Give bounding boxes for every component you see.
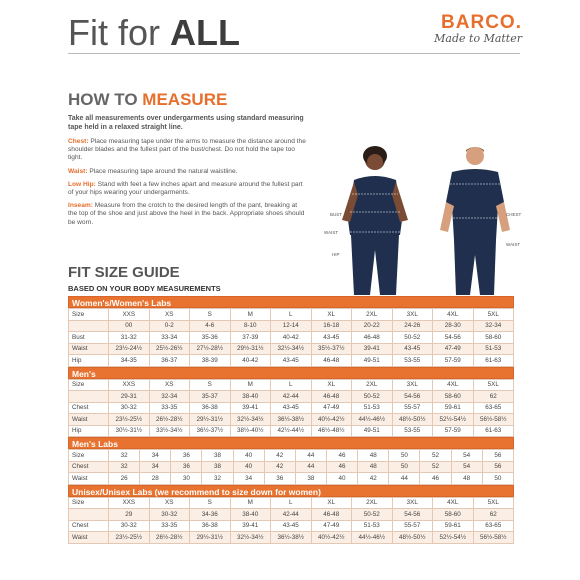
chest-label: CHEST [506,212,522,217]
table-cell: 38 [295,473,326,485]
section-heading: Unisex/Unisex Labs (we recommend to size down for women) [68,485,514,497]
row-label: Waist [69,414,109,426]
table-cell: 28 [140,473,171,485]
table-cell: 2XL [352,497,393,509]
table-cell: 38 [202,461,233,473]
table-cell: 23½-24½ [109,343,150,355]
table-cell: 58-60 [433,509,474,521]
measure-item-inseam: Inseam: Measure from the crotch to the desired length of the pant, breaking at the top of the shoe and just above the heel in the back. Appropriate shoes should be worn. [68,202,305,226]
table-cell: 37-39 [230,332,271,344]
table-cell: XS [149,379,190,391]
brand-logo [434,12,522,45]
table-cell: 36½-37½ [190,425,231,437]
table-cell: 50-52 [352,391,393,403]
table-cell: 29-31 [109,391,150,403]
female-model-figure [342,146,408,295]
size-guide-title: FIT SIZE GUIDE [68,264,180,281]
table-cell: S [190,309,231,321]
table-cell: 44½-46½ [352,414,393,426]
table-row [69,320,514,332]
table-cell: 40 [233,450,264,462]
table-cell: XXS [109,379,150,391]
table-cell: 58-60 [433,391,474,403]
table-cell: 63-65 [473,520,514,532]
row-label: Size [69,450,109,462]
waist-left-label: WAIST [324,230,339,235]
table-cell: 5XL [473,309,514,321]
row-label: Size [69,309,109,321]
row-label: Hip [69,425,109,437]
table-cell: 39-41 [352,343,393,355]
table-row [69,391,514,403]
table-cell: 48½-50½ [392,414,433,426]
table-cell: 4XL [433,497,474,509]
table-cell: 55-57 [392,520,433,532]
row-label: Bust [69,332,109,344]
row-label: Chest [69,402,109,414]
table-cell: 54-56 [433,332,474,344]
table-row [69,332,514,344]
table-cell: 30½-31½ [109,425,150,437]
table-cell: 32½-34½ [230,414,271,426]
table-cell: 52½-54½ [433,532,474,544]
table-cell: 36-38 [190,520,231,532]
table-cell: 56½-58½ [473,532,514,544]
table-cell: 26½-28½ [149,532,190,544]
table-cell: 3XL [392,497,433,509]
measure-title-plain: HOW TO [68,90,143,109]
table-cell: 23½-25½ [109,532,150,544]
size-guide-subtitle: BASED ON YOUR BODY MEASUREMENTS [68,284,221,293]
table-cell: 38-39 [190,355,231,367]
table-cell: 16-18 [311,320,352,332]
row-label: Waist [69,532,109,544]
table-cell: 36-38 [190,402,231,414]
table-cell: 62 [473,509,514,521]
table-cell: 29 [109,509,150,521]
table-cell: 44 [295,450,326,462]
table-cell: 5XL [473,379,514,391]
table-cell: XXS [109,497,150,509]
table-cell: 38-40 [230,391,271,403]
table-cell: 24-26 [392,320,433,332]
table-cell: L [271,309,312,321]
table-cell: 48½-50½ [392,532,433,544]
hip-label: HIP [332,252,340,257]
table-cell: 54 [451,461,482,473]
table-cell: 38 [202,450,233,462]
table-cell: 12-14 [271,320,312,332]
measure-instructions [68,138,308,232]
table-cell: M [230,379,271,391]
table-cell: 54-56 [392,391,433,403]
table-cell: 46-48 [311,391,352,403]
table-cell: 32½-34½ [271,343,312,355]
measure-item-low-hip: Low Hip: Stand with feet a few inches apart and measure around the fullest part of your hips wearing your undergarments. [68,180,303,197]
title-light-text: Fit for [68,12,171,53]
table-cell: 46-48 [311,509,352,521]
waist-right-label: WAIST [506,242,521,247]
table-cell: XL [311,309,352,321]
measure-item-waist: Waist: Place measuring tape around the natural waistline. [68,167,238,175]
table-cell: 56 [482,450,513,462]
row-label: Waist [69,473,109,485]
table-cell: 28-30 [433,320,474,332]
page-title [68,12,240,54]
table-cell: S [190,497,231,509]
table-cell: 32-34 [149,391,190,403]
table-cell: M [230,497,271,509]
table-cell: 3XL [392,379,433,391]
table-row [69,497,514,509]
size-table [68,449,514,485]
table-row [69,343,514,355]
table-cell: 51-53 [352,402,393,414]
section-heading: Women's/Women's Labs [68,296,514,308]
table-cell: 50-52 [392,332,433,344]
table-cell: 43-45 [271,520,312,532]
table-cell: 39-41 [230,520,271,532]
table-cell: XS [149,497,190,509]
table-cell: 27½-28½ [190,343,231,355]
table-cell: 43-45 [271,355,312,367]
table-cell: 63-65 [473,402,514,414]
table-cell: 49-51 [352,355,393,367]
table-cell: 33-35 [149,402,190,414]
table-cell: 25½-26½ [149,343,190,355]
table-cell: S [190,379,231,391]
table-row [69,461,514,473]
table-cell: 30-32 [109,402,150,414]
table-cell: 47-49 [311,402,352,414]
size-table [68,379,514,438]
table-cell: 33½-34½ [149,425,190,437]
table-cell: 36½-38½ [271,532,312,544]
table-cell: 61-63 [473,355,514,367]
table-cell: 52 [420,450,451,462]
table-cell: 34 [233,473,264,485]
table-cell: 29½-31½ [230,343,271,355]
table-cell: 46½-48½ [311,425,352,437]
table-cell: L [271,379,312,391]
table-cell: 43-45 [311,332,352,344]
table-row [69,532,514,544]
table-cell: 42 [358,473,389,485]
table-cell: 35½-37½ [311,343,352,355]
table-cell: 5XL [473,497,514,509]
table-cell: 46 [420,473,451,485]
table-cell: 62 [473,391,514,403]
table-cell: 0-2 [149,320,190,332]
table-cell: 61-63 [473,425,514,437]
table-cell: M [230,309,271,321]
table-cell: 35-36 [190,332,231,344]
table-cell: 2XL [352,379,393,391]
table-cell: XL [311,379,352,391]
row-label: Chest [69,461,109,473]
table-cell: 2XL [352,309,393,321]
table-cell: 51-53 [352,520,393,532]
table-cell: 44 [389,473,420,485]
table-cell: 40-42 [271,332,312,344]
table-cell: 34 [140,461,171,473]
how-to-measure-heading [68,90,227,110]
title-bold-text: ALL [170,12,240,53]
table-cell: 56½-58½ [473,414,514,426]
table-cell: 50-52 [352,509,393,521]
table-cell: 57-59 [433,425,474,437]
table-cell: 43-45 [271,402,312,414]
row-label [69,391,109,403]
table-row [69,509,514,521]
measure-title-accent: MEASURE [142,90,228,109]
table-cell: 42-44 [271,391,312,403]
table-cell: 47-49 [311,520,352,532]
table-cell: 40½-42½ [311,532,352,544]
table-row [69,379,514,391]
table-cell: 34-35 [109,355,150,367]
table-cell: 26½-28½ [149,414,190,426]
table-cell: 42½-44½ [271,425,312,437]
table-cell: 8-10 [230,320,271,332]
table-cell: 48 [358,461,389,473]
table-cell: XS [149,309,190,321]
page-header [0,0,580,60]
table-cell: 40 [233,461,264,473]
table-cell: 59-61 [433,402,474,414]
table-cell: 40½-42½ [311,414,352,426]
row-label: Size [69,497,109,509]
table-cell: 39-41 [230,402,271,414]
table-cell: 50 [389,461,420,473]
models-illustration [320,140,530,295]
table-cell: 56 [482,461,513,473]
table-cell: 50 [482,473,513,485]
table-cell: 46-48 [311,355,352,367]
row-label: Size [69,379,109,391]
table-cell: 4-6 [190,320,231,332]
row-label: Hip [69,355,109,367]
table-row [69,473,514,485]
table-cell: 55-57 [392,402,433,414]
table-cell: 46 [326,461,357,473]
size-table [68,497,514,544]
table-cell: 32 [109,461,140,473]
table-cell: 52½-54½ [433,414,474,426]
table-cell: 30 [171,473,202,485]
table-cell: 38½-40½ [230,425,271,437]
row-label [69,509,109,521]
table-cell: 52 [420,461,451,473]
size-chart [68,296,514,544]
row-label: Waist [69,343,109,355]
table-cell: 50 [389,450,420,462]
table-cell: 44 [295,461,326,473]
table-cell: L [271,497,312,509]
table-cell: 34-36 [190,509,231,521]
section-heading: Men's [68,367,514,379]
table-cell: XL [311,497,352,509]
section-heading: Men's Labs [68,437,514,449]
table-row [69,309,514,321]
table-cell: 33-35 [149,520,190,532]
table-cell: 30-32 [149,509,190,521]
male-model-figure [440,147,510,295]
row-label: Chest [69,520,109,532]
table-cell: 43-45 [392,343,433,355]
measure-item-chest: Chest: Place measuring tape under the arms to measure the distance around the shoulder blades and the fullest part of the bust/chest. Do not hold the tape too tight. [68,138,306,162]
models-figure [320,140,530,295]
table-cell: 53-55 [392,355,433,367]
table-cell: 20-22 [352,320,393,332]
table-cell: 57-59 [433,355,474,367]
table-cell: 36 [264,473,295,485]
measure-intro: Take all measurements over undergarments using standard measuring tape held in a relaxed straight line. [68,115,304,131]
table-cell: 49-51 [352,425,393,437]
table-cell: 53-55 [392,425,433,437]
brand-tagline: Made to Matter [434,32,522,45]
table-cell: 44½-46½ [352,532,393,544]
table-cell: 42 [264,461,295,473]
table-cell: 32 [109,450,140,462]
table-cell: 4XL [433,309,474,321]
table-cell: 36 [171,450,202,462]
table-cell: 48 [451,473,482,485]
table-cell: 38-40 [230,509,271,521]
table-cell: 29½-31½ [190,532,231,544]
row-label [69,320,109,332]
table-cell: 3XL [392,309,433,321]
table-cell: 40-42 [230,355,271,367]
table-cell: 32-34 [473,320,514,332]
table-row [69,414,514,426]
table-row [69,520,514,532]
table-cell: 23½-25½ [109,414,150,426]
table-cell: 54 [451,450,482,462]
table-row [69,402,514,414]
size-table [68,308,514,367]
table-cell: 54-56 [392,509,433,521]
table-cell: 34 [140,450,171,462]
table-cell: 26 [109,473,140,485]
table-row [69,450,514,462]
table-cell: 58-60 [473,332,514,344]
table-cell: 4XL [433,379,474,391]
table-cell: 35-37 [190,391,231,403]
brand-name: BARCO. [441,12,522,33]
table-cell: 30-32 [109,520,150,532]
bust-label: BUST [330,212,343,217]
table-cell: 29½-31½ [190,414,231,426]
table-cell: 47-49 [433,343,474,355]
table-cell: 42 [264,450,295,462]
table-row [69,355,514,367]
table-cell: 46-48 [352,332,393,344]
table-row [69,425,514,437]
table-cell: 36-37 [149,355,190,367]
table-cell: 31-32 [109,332,150,344]
table-cell: 42-44 [271,509,312,521]
table-cell: 51-53 [473,343,514,355]
table-cell: 36 [171,461,202,473]
header-divider [68,53,520,54]
table-cell: 59-61 [433,520,474,532]
table-cell: 32 [202,473,233,485]
table-cell: 36½-38½ [271,414,312,426]
table-cell: XXS [109,309,150,321]
table-cell: 32½-34½ [230,532,271,544]
table-cell: 48 [358,450,389,462]
table-cell: 00 [109,320,150,332]
table-cell: 33-34 [149,332,190,344]
table-cell: 40 [326,473,357,485]
table-cell: 46 [326,450,357,462]
